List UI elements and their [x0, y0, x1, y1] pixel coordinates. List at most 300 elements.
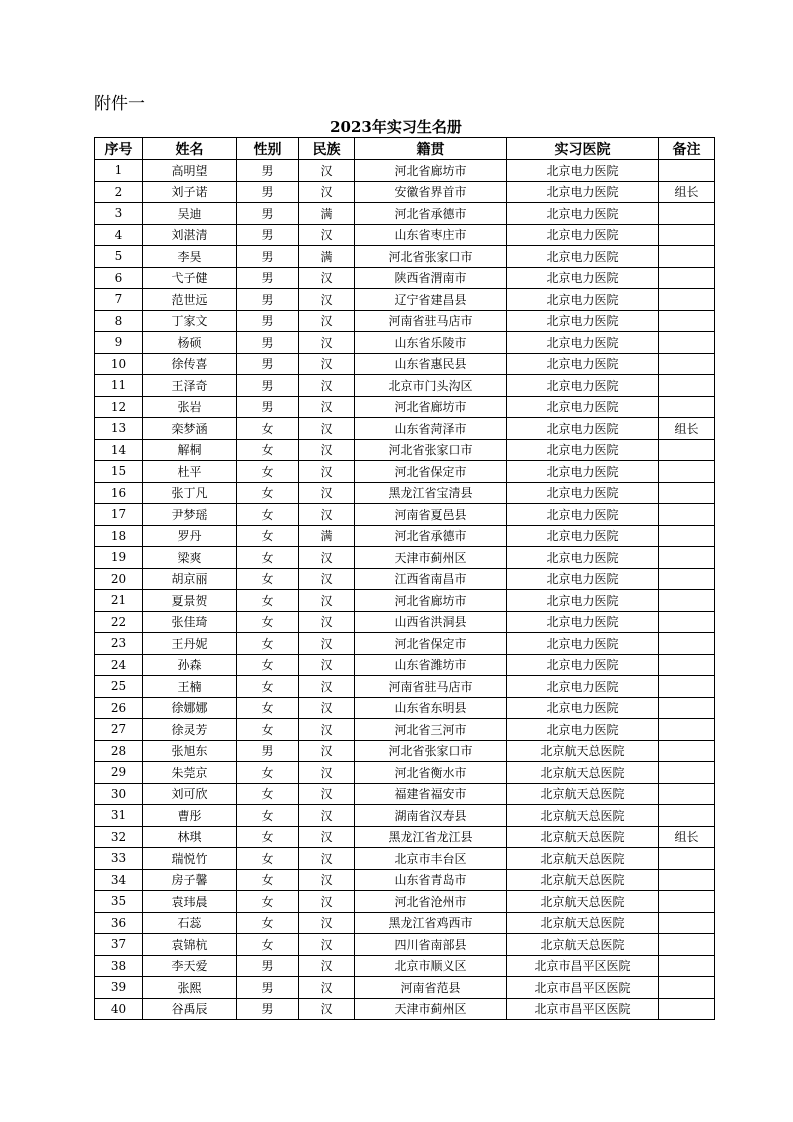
cell-note	[659, 912, 715, 934]
cell-sex: 女	[237, 676, 299, 698]
cell-sex: 女	[237, 697, 299, 719]
cell-sex: 男	[237, 332, 299, 354]
cell-hospital: 北京航天总医院	[507, 740, 659, 762]
cell-name: 刘湛清	[143, 224, 237, 246]
header-note: 备注	[659, 138, 715, 160]
cell-sex: 女	[237, 568, 299, 590]
cell-sex: 男	[237, 160, 299, 182]
cell-ethnicity: 汉	[299, 418, 355, 440]
cell-note	[659, 934, 715, 956]
cell-ethnicity: 汉	[299, 504, 355, 526]
cell-name: 王泽奇	[143, 375, 237, 397]
cell-ethnicity: 汉	[299, 160, 355, 182]
cell-name: 吴迪	[143, 203, 237, 225]
cell-sex: 男	[237, 998, 299, 1020]
table-body	[95, 160, 715, 1020]
cell-seq: 3	[95, 203, 143, 225]
cell-hospital: 北京电力医院	[507, 332, 659, 354]
cell-ethnicity: 汉	[299, 310, 355, 332]
cell-seq: 20	[95, 568, 143, 590]
cell-note	[659, 590, 715, 612]
header-ethnicity: 民族	[299, 138, 355, 160]
cell-hospital: 北京电力医院	[507, 568, 659, 590]
cell-sex: 男	[237, 289, 299, 311]
cell-hospital: 北京电力医院	[507, 525, 659, 547]
cell-hospital: 北京电力医院	[507, 375, 659, 397]
cell-sex: 女	[237, 869, 299, 891]
cell-origin: 山西省洪洞县	[355, 611, 507, 633]
cell-ethnicity: 汉	[299, 568, 355, 590]
cell-seq: 16	[95, 482, 143, 504]
cell-sex: 男	[237, 740, 299, 762]
cell-origin: 河南省范县	[355, 977, 507, 999]
cell-note	[659, 482, 715, 504]
cell-note	[659, 676, 715, 698]
table-row	[95, 891, 715, 913]
cell-origin: 安徽省界首市	[355, 181, 507, 203]
cell-origin: 河北省张家口市	[355, 246, 507, 268]
cell-ethnicity: 汉	[299, 611, 355, 633]
cell-seq: 40	[95, 998, 143, 1020]
cell-name: 孙森	[143, 654, 237, 676]
cell-seq: 24	[95, 654, 143, 676]
cell-hospital: 北京电力医院	[507, 633, 659, 655]
cell-hospital: 北京电力医院	[507, 461, 659, 483]
table-row	[95, 332, 715, 354]
cell-note	[659, 977, 715, 999]
cell-origin: 河北省张家口市	[355, 740, 507, 762]
cell-seq: 4	[95, 224, 143, 246]
table-row	[95, 289, 715, 311]
cell-origin: 湖南省汉寿县	[355, 805, 507, 827]
cell-note	[659, 740, 715, 762]
cell-origin: 山东省枣庄市	[355, 224, 507, 246]
cell-seq: 18	[95, 525, 143, 547]
table-row	[95, 396, 715, 418]
cell-ethnicity: 汉	[299, 590, 355, 612]
attachment-label: 附件一	[94, 94, 145, 114]
cell-ethnicity: 汉	[299, 891, 355, 913]
cell-sex: 女	[237, 418, 299, 440]
cell-note	[659, 224, 715, 246]
cell-seq: 34	[95, 869, 143, 891]
cell-origin: 河北省衡水市	[355, 762, 507, 784]
table-row	[95, 310, 715, 332]
cell-sex: 男	[237, 977, 299, 999]
cell-note	[659, 504, 715, 526]
cell-ethnicity: 汉	[299, 676, 355, 698]
cell-name: 谷禹辰	[143, 998, 237, 1020]
cell-ethnicity: 汉	[299, 461, 355, 483]
cell-name: 刘可欣	[143, 783, 237, 805]
cell-name: 范世远	[143, 289, 237, 311]
cell-ethnicity: 满	[299, 525, 355, 547]
cell-name: 李昊	[143, 246, 237, 268]
cell-ethnicity: 汉	[299, 826, 355, 848]
cell-name: 徐传喜	[143, 353, 237, 375]
cell-name: 瑞悦竹	[143, 848, 237, 870]
cell-seq: 30	[95, 783, 143, 805]
cell-note	[659, 762, 715, 784]
cell-origin: 四川省南部县	[355, 934, 507, 956]
cell-name: 张佳琦	[143, 611, 237, 633]
table-row	[95, 375, 715, 397]
document-title: 2023年实习生名册	[330, 118, 462, 136]
cell-hospital: 北京电力医院	[507, 353, 659, 375]
cell-note	[659, 396, 715, 418]
cell-sex: 男	[237, 375, 299, 397]
cell-sex: 女	[237, 547, 299, 569]
cell-name: 王楠	[143, 676, 237, 698]
cell-note	[659, 267, 715, 289]
cell-ethnicity: 满	[299, 246, 355, 268]
cell-ethnicity: 汉	[299, 181, 355, 203]
cell-hospital: 北京电力医院	[507, 547, 659, 569]
cell-origin: 河北省廊坊市	[355, 396, 507, 418]
cell-ethnicity: 汉	[299, 869, 355, 891]
cell-hospital: 北京航天总医院	[507, 826, 659, 848]
cell-name: 石蕊	[143, 912, 237, 934]
cell-note	[659, 461, 715, 483]
cell-ethnicity: 汉	[299, 482, 355, 504]
cell-origin: 北京市门头沟区	[355, 375, 507, 397]
cell-hospital: 北京电力医院	[507, 418, 659, 440]
cell-seq: 23	[95, 633, 143, 655]
cell-hospital: 北京电力医院	[507, 719, 659, 741]
cell-origin: 山东省乐陵市	[355, 332, 507, 354]
cell-name: 弋子健	[143, 267, 237, 289]
cell-origin: 黑龙江省宝清县	[355, 482, 507, 504]
cell-origin: 天津市蓟州区	[355, 998, 507, 1020]
cell-origin: 山东省菏泽市	[355, 418, 507, 440]
table-row	[95, 482, 715, 504]
cell-ethnicity: 汉	[299, 375, 355, 397]
cell-note	[659, 869, 715, 891]
table-row	[95, 697, 715, 719]
cell-sex: 女	[237, 912, 299, 934]
cell-ethnicity: 汉	[299, 547, 355, 569]
cell-hospital: 北京电力医院	[507, 697, 659, 719]
cell-seq: 11	[95, 375, 143, 397]
cell-note: 组长	[659, 418, 715, 440]
cell-origin: 河南省驻马店市	[355, 676, 507, 698]
cell-note	[659, 289, 715, 311]
cell-ethnicity: 汉	[299, 998, 355, 1020]
cell-origin: 山东省潍坊市	[355, 654, 507, 676]
cell-name: 丁家文	[143, 310, 237, 332]
cell-name: 解桐	[143, 439, 237, 461]
cell-seq: 36	[95, 912, 143, 934]
cell-sex: 女	[237, 525, 299, 547]
cell-hospital: 北京航天总医院	[507, 848, 659, 870]
table-row	[95, 869, 715, 891]
cell-seq: 25	[95, 676, 143, 698]
cell-hospital: 北京市昌平区医院	[507, 955, 659, 977]
table-row	[95, 439, 715, 461]
cell-name: 杨硕	[143, 332, 237, 354]
cell-name: 袁锦杭	[143, 934, 237, 956]
cell-sex: 男	[237, 396, 299, 418]
cell-name: 王丹妮	[143, 633, 237, 655]
cell-name: 房子馨	[143, 869, 237, 891]
cell-origin: 河北省承德市	[355, 203, 507, 225]
table-row	[95, 783, 715, 805]
cell-hospital: 北京电力医院	[507, 203, 659, 225]
cell-ethnicity: 汉	[299, 719, 355, 741]
cell-sex: 女	[237, 719, 299, 741]
cell-origin: 山东省青岛市	[355, 869, 507, 891]
cell-name: 罗丹	[143, 525, 237, 547]
cell-note	[659, 805, 715, 827]
cell-ethnicity: 汉	[299, 912, 355, 934]
cell-note	[659, 611, 715, 633]
cell-hospital: 北京电力医院	[507, 289, 659, 311]
cell-ethnicity: 汉	[299, 783, 355, 805]
cell-note	[659, 998, 715, 1020]
cell-seq: 9	[95, 332, 143, 354]
table-row	[95, 762, 715, 784]
cell-name: 袁玮晨	[143, 891, 237, 913]
table-row	[95, 912, 715, 934]
cell-origin: 辽宁省建昌县	[355, 289, 507, 311]
table-row	[95, 977, 715, 999]
cell-origin: 河北省廊坊市	[355, 160, 507, 182]
cell-ethnicity: 汉	[299, 805, 355, 827]
cell-seq: 15	[95, 461, 143, 483]
cell-hospital: 北京航天总医院	[507, 805, 659, 827]
cell-origin: 山东省东明县	[355, 697, 507, 719]
cell-hospital: 北京电力医院	[507, 267, 659, 289]
cell-seq: 1	[95, 160, 143, 182]
cell-ethnicity: 汉	[299, 740, 355, 762]
cell-seq: 37	[95, 934, 143, 956]
table-row	[95, 676, 715, 698]
cell-seq: 33	[95, 848, 143, 870]
cell-note	[659, 633, 715, 655]
cell-origin: 河北省保定市	[355, 633, 507, 655]
cell-seq: 10	[95, 353, 143, 375]
cell-sex: 男	[237, 310, 299, 332]
cell-sex: 女	[237, 590, 299, 612]
table-row	[95, 461, 715, 483]
table-row	[95, 805, 715, 827]
cell-seq: 2	[95, 181, 143, 203]
table-row	[95, 611, 715, 633]
table-row	[95, 203, 715, 225]
cell-hospital: 北京航天总医院	[507, 912, 659, 934]
table-row	[95, 848, 715, 870]
table-row	[95, 568, 715, 590]
cell-ethnicity: 汉	[299, 353, 355, 375]
cell-hospital: 北京航天总医院	[507, 891, 659, 913]
table-row	[95, 998, 715, 1020]
cell-seq: 28	[95, 740, 143, 762]
cell-note	[659, 439, 715, 461]
cell-ethnicity: 汉	[299, 633, 355, 655]
cell-hospital: 北京电力医院	[507, 590, 659, 612]
cell-origin: 福建省福安市	[355, 783, 507, 805]
cell-seq: 35	[95, 891, 143, 913]
cell-hospital: 北京电力医院	[507, 676, 659, 698]
cell-sex: 男	[237, 353, 299, 375]
cell-origin: 河北省沧州市	[355, 891, 507, 913]
cell-origin: 黑龙江省鸡西市	[355, 912, 507, 934]
cell-hospital: 北京电力医院	[507, 224, 659, 246]
cell-seq: 19	[95, 547, 143, 569]
cell-hospital: 北京电力医院	[507, 160, 659, 182]
table-row	[95, 181, 715, 203]
cell-name: 尹梦瑶	[143, 504, 237, 526]
table-row	[95, 525, 715, 547]
cell-name: 杜平	[143, 461, 237, 483]
cell-origin: 河北省保定市	[355, 461, 507, 483]
header-origin: 籍贯	[355, 138, 507, 160]
cell-ethnicity: 汉	[299, 934, 355, 956]
cell-note	[659, 568, 715, 590]
cell-note	[659, 719, 715, 741]
cell-sex: 女	[237, 783, 299, 805]
cell-sex: 男	[237, 267, 299, 289]
cell-ethnicity: 汉	[299, 977, 355, 999]
table-row	[95, 934, 715, 956]
table-row	[95, 633, 715, 655]
cell-name: 张丁凡	[143, 482, 237, 504]
cell-seq: 31	[95, 805, 143, 827]
cell-name: 李天爱	[143, 955, 237, 977]
cell-seq: 8	[95, 310, 143, 332]
cell-hospital: 北京航天总医院	[507, 783, 659, 805]
cell-origin: 河南省驻马店市	[355, 310, 507, 332]
cell-ethnicity: 汉	[299, 396, 355, 418]
cell-ethnicity: 汉	[299, 654, 355, 676]
cell-name: 梁爽	[143, 547, 237, 569]
cell-name: 朱莞京	[143, 762, 237, 784]
cell-hospital: 北京航天总医院	[507, 869, 659, 891]
cell-origin: 江西省南昌市	[355, 568, 507, 590]
cell-hospital: 北京市昌平区医院	[507, 977, 659, 999]
cell-name: 徐灵芳	[143, 719, 237, 741]
cell-note: 组长	[659, 826, 715, 848]
cell-ethnicity: 汉	[299, 848, 355, 870]
table-row	[95, 267, 715, 289]
table-row	[95, 826, 715, 848]
cell-note	[659, 375, 715, 397]
cell-ethnicity: 汉	[299, 697, 355, 719]
cell-name: 张熙	[143, 977, 237, 999]
table-row	[95, 719, 715, 741]
cell-origin: 陕西省渭南市	[355, 267, 507, 289]
cell-ethnicity: 汉	[299, 762, 355, 784]
table-row	[95, 955, 715, 977]
cell-hospital: 北京电力医院	[507, 482, 659, 504]
cell-seq: 7	[95, 289, 143, 311]
cell-seq: 13	[95, 418, 143, 440]
cell-sex: 女	[237, 633, 299, 655]
cell-sex: 女	[237, 934, 299, 956]
cell-sex: 男	[237, 224, 299, 246]
cell-note	[659, 525, 715, 547]
cell-sex: 女	[237, 482, 299, 504]
table-row	[95, 590, 715, 612]
cell-name: 林琪	[143, 826, 237, 848]
table-row	[95, 353, 715, 375]
cell-origin: 山东省惠民县	[355, 353, 507, 375]
cell-seq: 6	[95, 267, 143, 289]
cell-name: 曹彤	[143, 805, 237, 827]
cell-ethnicity: 汉	[299, 289, 355, 311]
cell-ethnicity: 汉	[299, 332, 355, 354]
cell-sex: 男	[237, 246, 299, 268]
cell-origin: 黑龙江省龙江县	[355, 826, 507, 848]
cell-note	[659, 697, 715, 719]
cell-sex: 男	[237, 955, 299, 977]
cell-name: 胡京丽	[143, 568, 237, 590]
cell-ethnicity: 汉	[299, 955, 355, 977]
cell-note: 组长	[659, 181, 715, 203]
cell-seq: 27	[95, 719, 143, 741]
header-name: 姓名	[143, 138, 237, 160]
table-row	[95, 547, 715, 569]
cell-note	[659, 332, 715, 354]
cell-hospital: 北京电力医院	[507, 439, 659, 461]
cell-sex: 女	[237, 504, 299, 526]
table-row	[95, 504, 715, 526]
cell-origin: 北京市顺义区	[355, 955, 507, 977]
cell-sex: 男	[237, 181, 299, 203]
cell-note	[659, 848, 715, 870]
cell-note	[659, 310, 715, 332]
cell-hospital: 北京电力医院	[507, 611, 659, 633]
cell-ethnicity: 汉	[299, 439, 355, 461]
cell-name: 张岩	[143, 396, 237, 418]
intern-roster-table	[94, 137, 715, 1020]
cell-note	[659, 654, 715, 676]
cell-origin: 河北省廊坊市	[355, 590, 507, 612]
cell-sex: 女	[237, 762, 299, 784]
cell-note	[659, 203, 715, 225]
cell-note	[659, 160, 715, 182]
cell-origin: 北京市丰台区	[355, 848, 507, 870]
cell-sex: 女	[237, 654, 299, 676]
table-row	[95, 418, 715, 440]
cell-sex: 女	[237, 826, 299, 848]
cell-origin: 河北省张家口市	[355, 439, 507, 461]
cell-name: 徐娜娜	[143, 697, 237, 719]
cell-origin: 河北省承德市	[355, 525, 507, 547]
cell-hospital: 北京航天总医院	[507, 762, 659, 784]
cell-note	[659, 891, 715, 913]
table-header-row	[95, 138, 715, 160]
cell-hospital: 北京航天总医院	[507, 934, 659, 956]
cell-ethnicity: 汉	[299, 267, 355, 289]
cell-seq: 12	[95, 396, 143, 418]
cell-name: 栾梦涵	[143, 418, 237, 440]
cell-name: 刘子诺	[143, 181, 237, 203]
cell-hospital: 北京电力医院	[507, 246, 659, 268]
table-row	[95, 246, 715, 268]
cell-note	[659, 547, 715, 569]
cell-note	[659, 783, 715, 805]
cell-sex: 女	[237, 439, 299, 461]
cell-sex: 女	[237, 891, 299, 913]
cell-name: 夏景贺	[143, 590, 237, 612]
cell-sex: 女	[237, 805, 299, 827]
cell-hospital: 北京市昌平区医院	[507, 998, 659, 1020]
cell-seq: 5	[95, 246, 143, 268]
cell-seq: 32	[95, 826, 143, 848]
table-row	[95, 740, 715, 762]
cell-hospital: 北京电力医院	[507, 396, 659, 418]
